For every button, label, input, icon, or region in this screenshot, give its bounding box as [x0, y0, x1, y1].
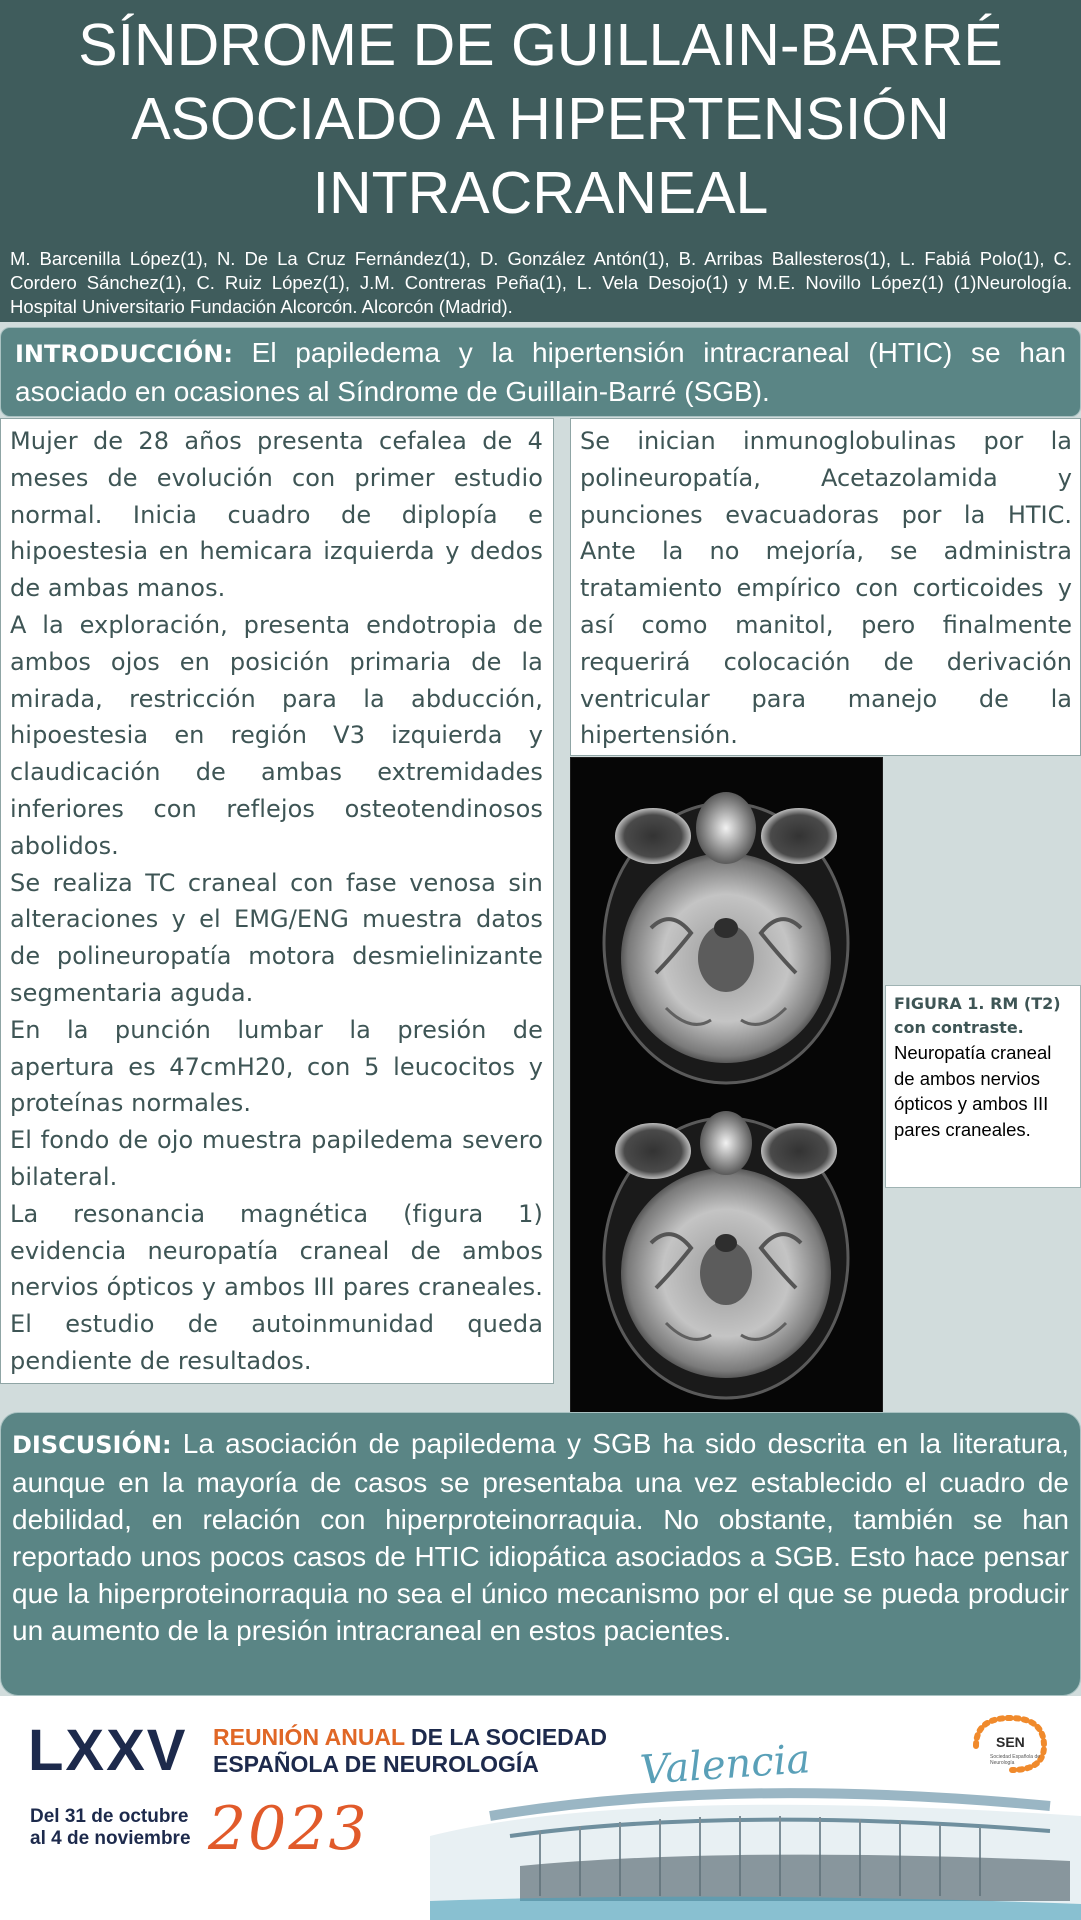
mri-slice-lower [604, 1111, 848, 1398]
title-line-2: ASOCIADO A HIPERTENSIÓN [131, 86, 950, 152]
introduction-paragraph [15, 334, 1066, 410]
case-paragraph: En la punción lumbar la presión de apertura es 47cmH20, con 5 leucocitos y proteínas normales. [10, 1015, 543, 1118]
figure-caption-text: Neuropatía craneal de ambos nervios ópticos y ambos III pares craneales. [894, 1042, 1052, 1140]
case-paragraph: Mujer de 28 años presenta cefalea de 4 meses de evolución con primer estudio normal. Inicia cuadro de diplopía e hipoestesia en hemicara izquierda y dedos de ambas manos. [10, 427, 543, 603]
poster-title [0, 8, 1081, 230]
conference-name-highlight: REUNIÓN ANUAL [213, 1724, 405, 1750]
city-building-illustration [430, 1776, 1081, 1920]
figure-caption [885, 985, 1081, 1188]
title-line-3: INTRACRANEAL [312, 160, 769, 226]
poster-header [0, 0, 1081, 322]
conference-dates-line2: al 4 de noviembre [30, 1828, 191, 1849]
treatment-text: Se inician inmunoglobulinas por la polineuropatía, Acetazolamida y punciones evacuadoras por la HTIC. Ante la no mejoría, se administra tratamiento empírico con corticoides y así como manitol, pero finalmente requerirá colocación de derivación ventricular para manejo de la hipertensión. [580, 427, 1072, 750]
figure-caption-title: FIGURA 1. RM (T2) con contraste. [894, 994, 1061, 1037]
title-line-1: SÍNDROME DE GUILLAIN-BARRÉ [78, 12, 1003, 78]
conference-name [213, 1724, 607, 1778]
mri-scans-image [571, 758, 882, 1416]
introduction-text: El papiledema y la hipertensión intracraneal (HTIC) se han asociado en ocasiones al Síndrome de Guillain-Barré (SGB). [15, 337, 1066, 407]
discussion-text: La asociación de papiledema y SGB ha sido descrita en la literatura, aunque en la mayoría de casos se presentaba una vez establecido el cuadro de debilidad, en relación con hiperproteinorraquia. No obstante, también se han reportado unos pocos casos de HTIC idiopática asociados a SGB. Esto hace pensar que la hiperproteinorraquia no sea el único mecanismo por el que se pueda producir un aumento de la presión intracraneal en estos pacientes. [12, 1428, 1069, 1646]
conference-footer [0, 1696, 1081, 1920]
discussion-section [0, 1412, 1081, 1696]
conference-name-line2: ESPAÑOLA DE NEUROLOGÍA [213, 1751, 539, 1777]
case-description-box [0, 418, 554, 1384]
conference-year: 2023 [208, 1794, 369, 1864]
treatment-box [570, 418, 1081, 756]
introduction-section [0, 327, 1081, 417]
conference-dates [30, 1806, 191, 1850]
conference-edition: LXXV [28, 1718, 188, 1783]
sen-logo-text: SEN [996, 1734, 1025, 1750]
conference-dates-line1: Del 31 de octubre [30, 1806, 189, 1827]
conference-name-part: DE LA SOCIEDAD [404, 1724, 607, 1750]
discussion-label: DISCUSIÓN: [12, 1431, 172, 1459]
case-paragraph: A la exploración, presenta endotropia de ambos ojos en posición primaria de la mirada, restricción para la abducción, hipoestesia en región V3 izquierda y claudicación de ambas extremidades inferiores con reflejos osteotendinosos abolidos. [10, 610, 543, 860]
conference-city: Valencia [638, 1736, 812, 1794]
mri-slice-upper [604, 792, 848, 1083]
case-paragraph: Se realiza TC craneal con fase venosa sin alteraciones y el EMG/ENG muestra datos de polineuropatía motora desmielinizante segmentaria aguda. [10, 868, 543, 1007]
case-paragraph: La resonancia magnética (figura 1) evidencia neuropatía craneal de ambos nervios ópticos y ambos III pares craneales. El estudio de autoinmunidad queda pendiente de resultados. [10, 1199, 543, 1375]
sen-logo-subtitle: Sociedad Española de Neurología [990, 1754, 1041, 1766]
discussion-paragraph [12, 1425, 1069, 1649]
authors-affiliation: M. Barcenilla López(1), N. De La Cruz Fernández(1), D. González Antón(1), B. Arribas Ballesteros(1), L. Fabiá Polo(1), C. Cordero Sánchez(1), C. Ruiz López(1), J.M. Contreras Peña(1), L. Vela Desojo(1) y M.E. Novillo López(1) (1)Neurología. Hospital Universitario Fundación Alcorcón. Alcorcón (Madrid). [10, 248, 1072, 317]
mri-figure [570, 757, 883, 1417]
case-paragraph: El fondo de ojo muestra papiledema severo bilateral. [10, 1126, 543, 1191]
introduction-label: INTRODUCCIÓN: [15, 340, 233, 368]
